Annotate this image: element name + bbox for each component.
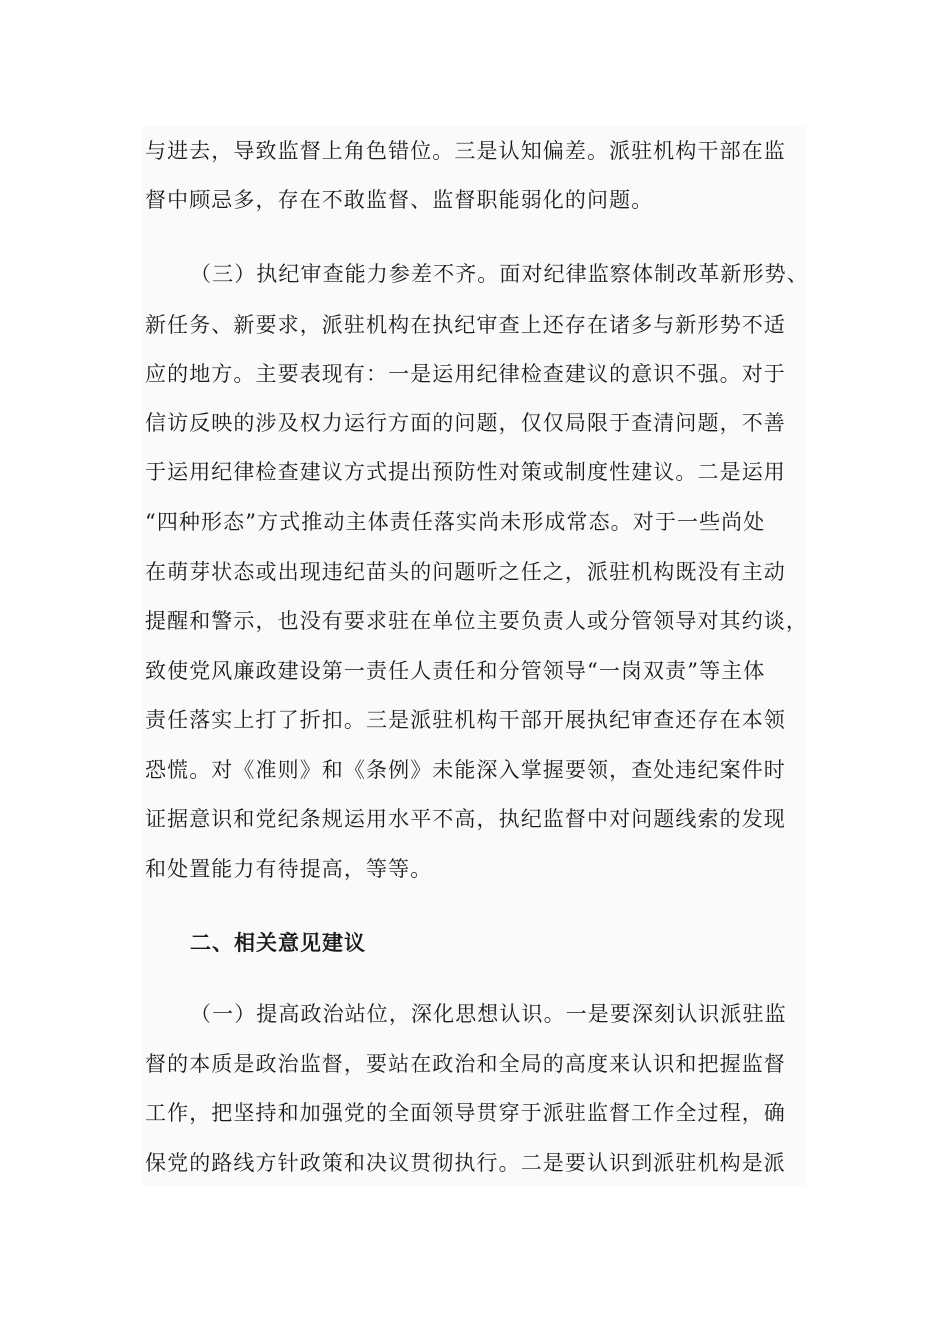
section-heading: 二、相关意见建议 (190, 931, 366, 955)
paragraph-line: 证据意识和党纪条规运用水平不高，执纪监督中对问题线索的发现 (145, 807, 786, 831)
paragraph-line: 致使党风廉政建设第一责任人责任和分管领导“一岗双责”等主体 (145, 659, 766, 683)
paragraph-line: 应的地方。主要表现有：一是运用纪律检查建议的意识不强。对于 (145, 362, 786, 386)
paragraph-line: 于运用纪律检查建议方式提出预防性对策或制度性建议。二是运用 (145, 460, 786, 484)
paragraph-line: 与进去，导致监督上角色错位。三是认知偏差。派驻机构干部在监 (145, 139, 786, 163)
paragraph-line: 恐慌。对《准则》和《条例》未能深入掌握要领，查处违纪案件时 (145, 758, 786, 782)
paragraph-line: 督中顾忌多，存在不敢监督、监督职能弱化的问题。 (145, 188, 654, 212)
paragraph-line: 在萌芽状态或出现违纪苗头的问题听之任之，派驻机构既没有主动 (145, 560, 786, 584)
paragraph-line: 工作，把坚持和加强党的全面领导贯穿于派驻监督工作全过程，确 (145, 1101, 786, 1125)
paragraph-line: 督的本质是政治监督，要站在政治和全局的高度来认识和把握监督 (145, 1052, 786, 1076)
paragraph-line: （一）提高政治站位，深化思想认识。一是要深刻认识派驻监 (190, 1002, 787, 1026)
paragraph-line: 新任务、新要求，派驻机构在执纪审查上还存在诸多与新形势不适 (145, 313, 786, 337)
paragraph-line: 保党的路线方针政策和决议贯彻执行。二是要认识到派驻机构是派 (145, 1151, 786, 1175)
paragraph-line: 和处置能力有待提高，等等。 (145, 857, 433, 881)
paragraph-line: “四种形态”方式推动主体责任落实尚未形成常态。对于一些尚处 (145, 510, 766, 534)
paragraph-line: （三）执纪审查能力参差不齐。面对纪律监察体制改革新形势、 (190, 262, 809, 286)
paragraph-line: 提醒和警示，也没有要求驻在单位主要负责人或分管领导对其约谈， (145, 609, 808, 633)
paragraph-line: 责任落实上打了折扣。三是派驻机构干部开展执纪审查还存在本领 (145, 708, 786, 732)
paragraph-line: 信访反映的涉及权力运行方面的问题，仅仅局限于查清问题，不善 (145, 411, 786, 435)
